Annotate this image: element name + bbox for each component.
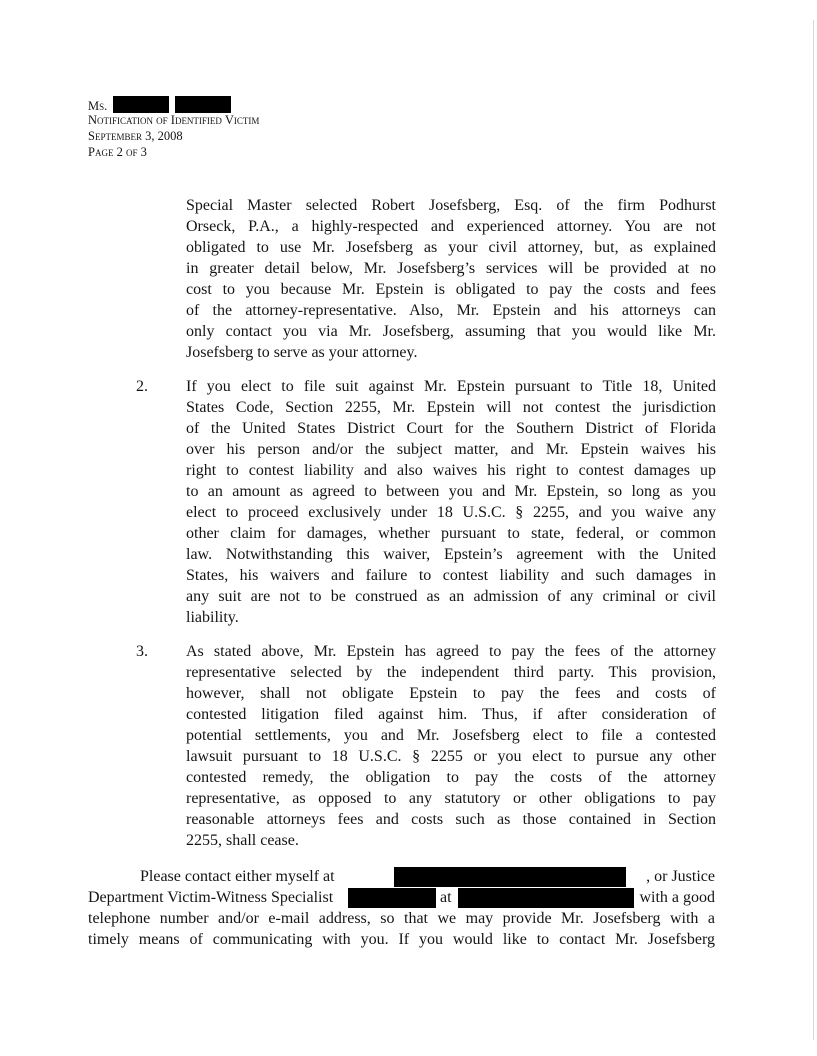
text-line: only contact you via Mr. Josefsberg, assuming that you would like Mr. [186,323,716,340]
text-line: cost to you because Mr. Epstein is obligated to pay the costs and fees [186,281,716,298]
closing-line-1 [88,866,715,887]
text-line: Josefsberg to serve as your attorney. [186,344,418,361]
text-line: in greater detail below, Mr. Josefsberg’s services will be provided at no [186,260,716,277]
text-line: any suit are not to be construed as an admission of any criminal or civil [186,588,716,605]
redaction-bar [113,96,169,113]
text-line: to an amount as agreed to between you and Mr. Epstein, so long as you [186,483,716,500]
text-line: right to contest liability and also waives his right to contest damages up [186,462,716,479]
text-line: Orseck, P.A., a highly-respected and experienced attorney. You are not [186,218,716,235]
text-line: , or Justice [646,868,715,885]
closing-line-2 [88,887,715,908]
text-line: representative, as opposed to any statutory or other obligations to pay [186,790,716,807]
text-line: of the United States District Court for the Southern District of Florida [186,420,716,437]
text-line: contested remedy, the obligation to pay the costs of the attorney [186,769,716,786]
text-line: lawsuit pursuant to 18 U.S.C. § 2255 or you elect to pursue any other [186,748,716,765]
redaction-bar [458,888,634,908]
text-line: timely means of communicating with you. If you would like to contact Mr. Josefsberg [88,931,715,948]
text-line: telephone number and/or e-mail address, so that we may provide Mr. Josefsberg with a [88,910,715,927]
text-line: States Code, Section 2255, Mr. Epstein will not contest the jurisdiction [186,399,716,416]
closing-paragraph [88,866,715,950]
text-line: elect to proceed exclusively under 18 U.S.C. § 2255, and you waive any [186,504,716,521]
text-line: 2255, shall cease. [186,832,299,849]
text-line: at [440,889,452,906]
paragraph-intro [186,195,716,363]
text-line: liability. [186,609,239,626]
letter-date: September 3, 2008 [88,129,183,143]
text-line: of the attorney-representative. Also, Mr. Epstein and his attorneys can [186,302,716,319]
text-line: law. Notwithstanding this waiver, Epstein’s agreement with the United [186,546,716,563]
paragraph-item-3 [186,641,716,851]
text-line: other claim for damages, whether pursuant to state, federal, or common [186,525,716,542]
text-line: potential settlements, you and Mr. Josefsberg elect to file a contested [186,727,716,744]
item-number: 3. [136,643,148,660]
text-line: representative selected by the independent third party. This provision, [186,664,716,681]
text-line: As stated above, Mr. Epstein has agreed to pay the fees of the attorney [186,643,716,660]
item-number: 2. [136,378,148,395]
recipient-prefix: Ms. [88,99,108,113]
text-line: contested litigation filed against him. Thus, if after consideration of [186,706,716,723]
redaction-bar [348,888,436,908]
redaction-bar [175,96,231,113]
notification-title: Notification of Identified Victim [88,113,260,127]
text-line: over his person and/or the subject matter, and Mr. Epstein waives his [186,441,716,458]
text-line: If you elect to file suit against Mr. Epstein pursuant to Title 18, United [186,378,716,395]
redaction-bar [394,867,626,887]
page-number: Page 2 of 3 [88,145,147,159]
text-line: Special Master selected Robert Josefsberg, Esq. of the firm Podhurst [186,197,716,214]
scan-edge-line [813,20,814,1040]
letter-header [88,96,259,160]
text-line: reasonable attorneys fees and costs such as those contained in Section [186,811,716,828]
paragraph-item-2 [186,376,716,628]
text-line: States, his waivers and failure to contest liability and such damages in [186,567,716,584]
text-line: Department Victim-Witness Specialist [88,889,334,906]
text-line: however, shall not obligate Epstein to pay the fees and costs of [186,685,716,702]
text-line: obligated to use Mr. Josefsberg as your civil attorney, but, as explained [186,239,716,256]
text-line: with a good [639,889,715,906]
text-line: Please contact either myself at [140,868,335,885]
recipient-line [88,96,259,112]
